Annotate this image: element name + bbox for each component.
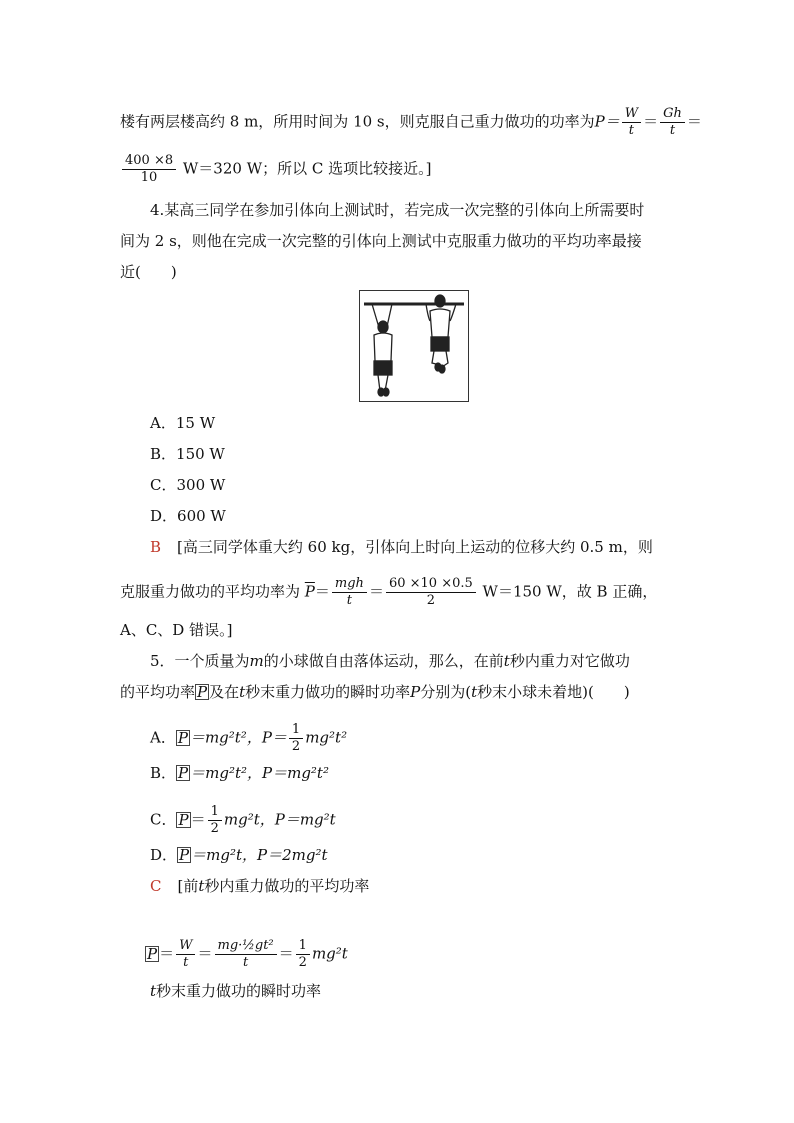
fraction-400x8-over-10: [122, 153, 176, 186]
prev-explanation-line1: [120, 106, 702, 139]
avg-power-box: P: [147, 944, 158, 963]
q5-text: 秒末重力做功的瞬时功率: [245, 683, 411, 701]
q4-answer: B: [150, 538, 162, 556]
pullup-illustration-icon: [360, 291, 468, 401]
fraction-half: [289, 722, 303, 755]
frac-num: W: [622, 106, 641, 123]
option-text: ＝mg²t，P＝2mg²t: [191, 846, 328, 864]
prev-text: 楼有两层楼高约 8 m，所用时间为 10 s，则克服自己重力做功的功率为: [120, 112, 595, 131]
equals: ＝: [197, 944, 213, 963]
frac-den: 2: [298, 955, 307, 970]
option-label: D．: [150, 846, 178, 864]
q5-text: 分别为(: [420, 683, 472, 701]
option-text: mg²t，P＝mg²t: [223, 810, 336, 829]
q5-text: 及在: [209, 683, 240, 701]
equals: ＝: [190, 810, 206, 829]
q5-exp-text: [前: [177, 877, 199, 895]
option-text: mg²t²: [305, 728, 348, 747]
avg-power-box: P: [197, 683, 208, 701]
frac-num: 1: [208, 804, 222, 821]
q5-explanation-line3: [150, 981, 321, 1001]
q4-explanation-line3: A、C、D 错误。]: [120, 621, 233, 639]
equals: ＝: [278, 944, 294, 963]
q5-option-b: [150, 763, 329, 783]
frac-num: 1: [296, 938, 310, 955]
fraction-mg-half-gt2-over-t: [215, 938, 277, 971]
q5-stem-line1: [150, 651, 630, 671]
q5-exp-text: 秒末重力做功的瞬时功率: [156, 982, 322, 1000]
q4-exp-tail: W＝150 W，故 B 正确，: [482, 582, 658, 601]
q5-explanation-formula: [145, 938, 348, 971]
fraction-w-over-t: [622, 106, 641, 139]
frac-den: t: [183, 955, 189, 970]
q5-option-c: [150, 804, 336, 837]
avg-power-box: P: [178, 764, 189, 782]
frac-den: 2: [426, 593, 435, 608]
q5-text: 的小球做自由落体运动，那么，在前: [263, 652, 504, 670]
option-text: ＝mg²t²，P＝mg²t²: [190, 764, 329, 782]
q4-option-d: D．600 W: [150, 507, 226, 525]
frac-num: mgh: [332, 576, 367, 593]
equals: ＝: [368, 582, 384, 601]
q4-stem-line1: 4.某高三同学在参加引体向上测试时，若完成一次完整的引体向上所需要时: [150, 201, 645, 219]
q4-exp-text: 克服重力做功的平均功率为: [120, 582, 301, 601]
time-symbol: t: [239, 683, 246, 701]
option-label: A．: [150, 728, 176, 747]
frac-num: 60 ×10 ×0.5: [386, 576, 476, 593]
avg-power-box: P: [179, 846, 190, 864]
option-label: C．: [150, 810, 177, 829]
q5-text: 5．一个质量为: [150, 652, 250, 670]
time-symbol: t: [198, 877, 205, 895]
avg-power-box: P: [177, 728, 188, 747]
equals: ＝: [159, 944, 175, 963]
time-symbol: t: [471, 683, 478, 701]
frac-num: W: [176, 938, 195, 955]
frac-den: t: [628, 123, 635, 138]
avg-power-box: P: [178, 810, 189, 829]
frac-num: mg·½gt²: [215, 938, 277, 955]
q4-explanation-line2: [120, 576, 657, 609]
q5-option-d: [150, 845, 328, 865]
q5-text: 秒内重力对它做功: [509, 652, 630, 670]
q4-explanation-text: [高三同学体重大约 60 kg，引体向上时向上运动的位移大约 0.5 m，则: [177, 538, 653, 556]
q4-option-a: A．15 W: [150, 414, 216, 432]
formula-tail: mg²t: [311, 944, 348, 963]
q4-explanation-line1: [150, 537, 653, 557]
fraction-half: [296, 938, 310, 971]
equals: ＝: [314, 582, 330, 601]
fraction-w-over-t: [176, 938, 195, 971]
equals: ＝: [643, 112, 659, 131]
frac-num: 400 ×8: [122, 153, 176, 170]
q5-answer: C: [150, 877, 162, 895]
q5-explanation-line1: [150, 876, 369, 896]
equals: ＝: [686, 112, 702, 131]
q4-stem-line2: 间为 2 s，则他在完成一次完整的引体向上测试中克服重力做功的平均功率最接: [120, 232, 642, 250]
q5-text: 秒末小球未着地)( ): [477, 683, 630, 701]
time-symbol: t: [150, 982, 157, 1000]
q5-option-a: [150, 722, 347, 755]
frac-den: t: [346, 593, 353, 608]
q5-exp-text: 秒内重力做功的平均功率: [204, 877, 370, 895]
option-text: ＝mg²t²，P＝: [189, 728, 287, 747]
prev-explanation-line2: [120, 153, 432, 186]
power-symbol: P: [410, 683, 421, 701]
fraction-half: [208, 804, 222, 837]
prev-text-tail: W＝320 W；所以 C 选项比较接近。]: [182, 159, 432, 178]
fraction-gh-over-t: [660, 106, 685, 139]
q4-option-b: B．150 W: [150, 445, 225, 463]
option-label: B．: [150, 764, 177, 782]
fraction-mgh-over-t: [332, 576, 367, 609]
frac-num: Gh: [660, 106, 685, 123]
mass-symbol: m: [249, 652, 264, 670]
frac-den: 10: [140, 170, 158, 185]
fraction-60x10x05-over-2: [386, 576, 476, 609]
power-symbol: P＝: [594, 112, 620, 131]
pullup-figure: [359, 290, 469, 402]
q4-stem-line3: 近( ): [120, 263, 177, 281]
avg-power-symbol: $\overline{P}$: [304, 582, 315, 601]
frac-den: t: [242, 955, 249, 970]
frac-num: 1: [289, 722, 303, 739]
q5-stem-line2: [120, 682, 630, 702]
frac-den: 2: [210, 821, 219, 836]
frac-den: t: [669, 123, 676, 138]
time-symbol: t: [503, 652, 510, 670]
frac-den: 2: [291, 739, 301, 754]
q4-option-c: C．300 W: [150, 476, 226, 494]
q5-text: 的平均功率: [120, 683, 196, 701]
